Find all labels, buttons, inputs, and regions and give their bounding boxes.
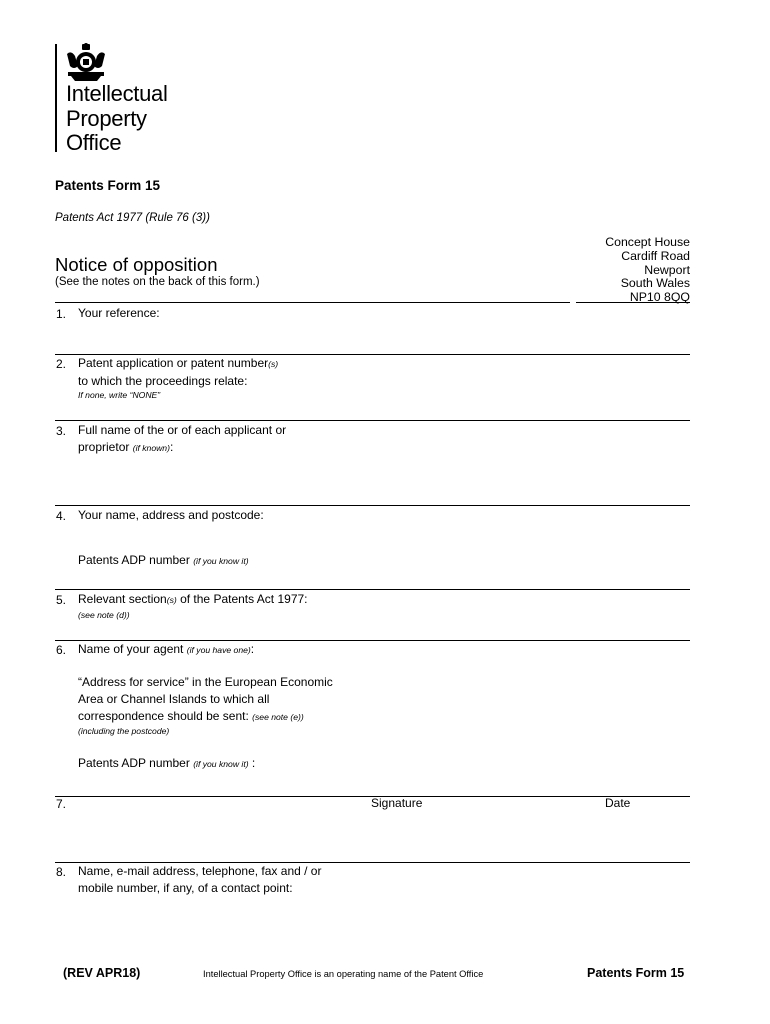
postcode-note: (including the postcode): [78, 726, 170, 736]
agent-name-label: Name of your agent (if you have one):: [78, 642, 255, 656]
date-label: Date: [605, 796, 631, 810]
office-address: Concept House Cardiff Road Newport South Wales NP10 8QQ: [605, 235, 690, 305]
question-number: 6.: [56, 643, 67, 657]
question-number: 8.: [56, 865, 67, 879]
relevant-section-note: (see note (d)): [78, 610, 130, 620]
your-name-address-label: Your name, address and postcode:: [78, 508, 264, 522]
divider: [576, 302, 690, 303]
patent-number-note: If none, write “NONE”: [78, 390, 161, 400]
question-number: 5.: [56, 593, 67, 607]
your-reference-label: Your reference:: [78, 306, 160, 320]
page-title: Notice of opposition: [55, 254, 218, 275]
page-subtitle: (See the notes on the back of this form.): [55, 276, 260, 288]
patent-number-label: Patent application or patent number(s) to which the proceedings relate:: [78, 356, 279, 388]
royal-crest-icon: [63, 42, 109, 82]
relevant-section-label: Relevant section(s) of the Patents Act 1977:: [78, 592, 308, 606]
revision-label: (REV APR18): [63, 966, 141, 980]
footer-note: Intellectual Property Office is an operating name of the Patent Office: [203, 969, 484, 979]
contact-point-label: Name, e-mail address, telephone, fax and / or mobile number, if any, of a contact point:: [78, 864, 322, 895]
adp-number-label: Patents ADP number (if you know it): [78, 553, 249, 567]
footer-form-title: Patents Form 15: [587, 966, 685, 980]
divider: [55, 420, 690, 421]
logo-wordmark: Intellectual Property Office: [66, 81, 168, 155]
divider: [55, 589, 690, 590]
question-number: 4.: [56, 509, 67, 523]
question-number: 1.: [56, 307, 67, 321]
divider: [55, 505, 690, 506]
signature-label: Signature: [371, 796, 423, 810]
form-title: Patents Form 15: [55, 178, 161, 193]
form-act: Patents Act 1977 (Rule 76 (3)): [55, 212, 210, 224]
question-number: 7.: [56, 797, 67, 811]
divider: [55, 302, 570, 303]
address-for-service-label: “Address for service” in the European Economic Area or Channel Islands to which all correspondence should be sent: (see note (e)): [78, 675, 333, 723]
applicant-name-label: Full name of the or of each applicant or proprietor (if known):: [78, 423, 287, 454]
question-number: 3.: [56, 424, 67, 438]
question-number: 2.: [56, 357, 67, 371]
agent-adp-number-label: Patents ADP number (if you know it) :: [78, 756, 256, 770]
logo-bar: [55, 44, 57, 152]
